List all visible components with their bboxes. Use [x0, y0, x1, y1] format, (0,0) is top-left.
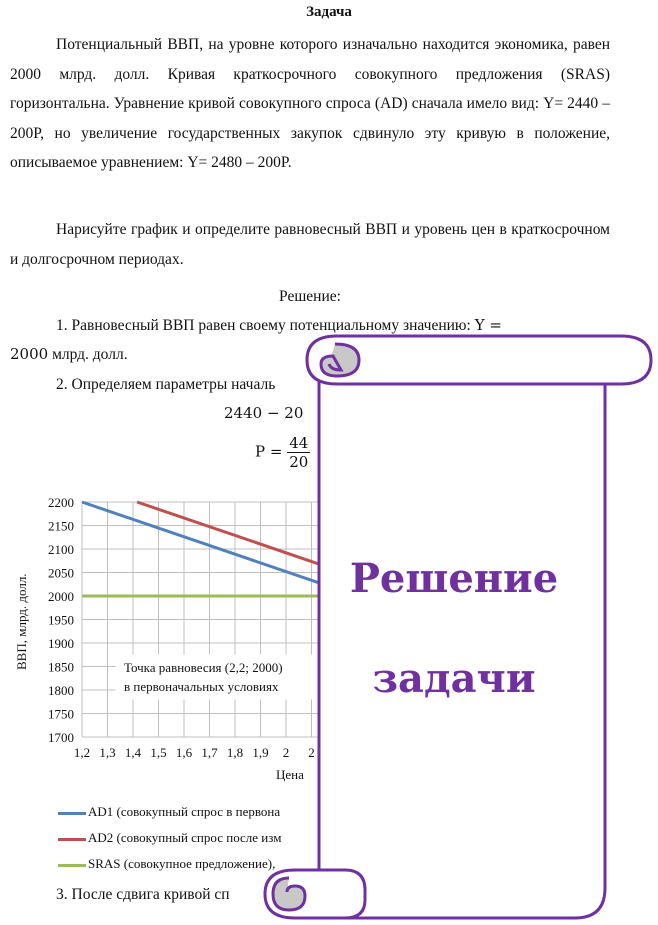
solution-step-1-math: Y =	[474, 316, 502, 334]
y-tick-label: 1800	[48, 683, 74, 698]
equation-1: 2440 − 20	[224, 404, 304, 422]
y-axis-label: ВВП, млрд. долл.	[14, 573, 29, 670]
scroll-banner	[255, 330, 655, 925]
x-tick-label: 1,4	[124, 745, 142, 760]
legend-label: AD1 (совокупный спрос в первона	[88, 804, 281, 819]
banner-line-1: Решение	[349, 555, 559, 602]
problem-paragraph: Потенциальный ВВП, на уровне которого изначально находится экономика, равен 2000 млрд. долл. Кривая краткосрочного совокупного предложения (SRAS) горизонтальна. Уравнение кривой совокупного спроса (AD) сначала имело вид: Y= 2440 – 200P, но увеличение государственных закупок сдвинуло эту кривую в положение, описываемое уравнением: Y= 2480 – 200P.	[10, 36, 610, 171]
x-tick-label: 1,2	[73, 745, 91, 760]
solution-step-1-unit: млрд. долл.	[48, 346, 128, 363]
y-tick-label: 1950	[48, 612, 74, 628]
x-tick-label: 1,7	[201, 745, 218, 760]
y-tick-label: 2200	[48, 495, 74, 510]
solution-step-2: 2. Определяем параметры началь	[56, 376, 276, 393]
y-tick-label: 1750	[48, 706, 74, 722]
annotation-line-2: в первоначальных условиях	[124, 679, 279, 694]
legend-swatch	[58, 812, 86, 815]
x-tick-label: 1,6	[175, 745, 193, 760]
legend-item	[58, 803, 280, 821]
equation-2-lhs: P =	[255, 442, 283, 461]
task-title: Задача	[306, 4, 352, 20]
y-tick-label: 1900	[48, 636, 74, 651]
legend-label: AD2 (совокупный спрос после изм	[88, 830, 282, 845]
x-axis-label: Цена	[276, 767, 304, 782]
x-tick-label: 2	[282, 745, 290, 760]
legend-label: SRAS (совокупное предложение),	[88, 856, 276, 871]
scroll-body	[303, 360, 605, 918]
legend-swatch	[58, 838, 86, 841]
solution-step-1-value: 2000	[10, 345, 49, 363]
legend-item	[58, 855, 275, 873]
y-tick-label: 2000	[48, 589, 74, 604]
x-tick-label: 1,8	[226, 745, 244, 760]
x-tick-label: 1,3	[99, 745, 116, 760]
legend-swatch	[58, 864, 86, 867]
instruction-paragraph: Нарисуйте график и определите равновесный ВВП и уровень цен в краткосрочном и долгосрочном периодах.	[10, 221, 610, 268]
y-tick-label: 2100	[48, 542, 74, 557]
y-tick-label: 2050	[48, 565, 74, 581]
legend-item	[58, 829, 281, 847]
equation-2-denominator: 20	[289, 453, 309, 471]
solution-step-1-text: 1. Равновесный ВВП равен своему потенциальному значению:	[56, 317, 471, 334]
equation-2-numerator: 44	[289, 434, 309, 452]
y-tick-label: 2150	[48, 518, 74, 534]
banner-line-2: задачи	[372, 655, 536, 702]
solution-step-3: 3. После сдвига кривой сп	[56, 886, 230, 903]
x-tick-label: 2	[308, 745, 315, 760]
y-tick-label: 1700	[48, 730, 74, 745]
x-tick-label: 1,5	[150, 745, 167, 760]
solution-heading: Решение:	[279, 288, 341, 305]
annotation-line-1: Точка равновесия (2,2; 2000)	[124, 660, 283, 675]
x-tick-label: 1,9	[252, 745, 269, 760]
y-tick-label: 1850	[48, 659, 74, 675]
